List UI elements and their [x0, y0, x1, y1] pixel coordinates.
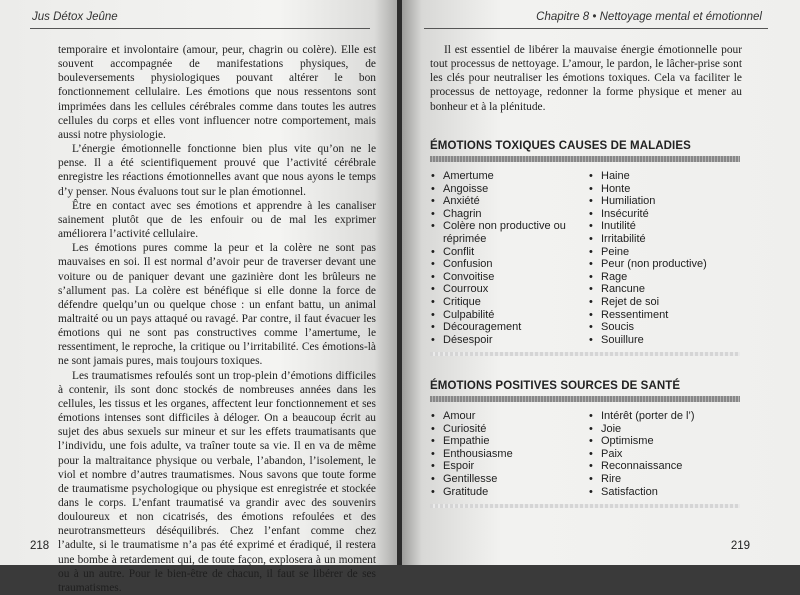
list-item — [430, 258, 588, 271]
list-item — [588, 410, 738, 423]
bullet-icon: • — [589, 245, 593, 258]
list-item — [588, 448, 738, 461]
list-item-label: Amour — [443, 410, 476, 422]
paragraph: Il est essentiel de libérer la mauvaise énergie émotionnelle pour tout processus de nettoyage. L’amour, le pardon, le lâcher-prise sont les clés pour neutraliser les émotions toxiques. Cela va faciliter le processus de nettoyage, redonner la forme physique et mener au bonheur et à la plénitude. — [430, 44, 742, 113]
bullet-icon: • — [431, 485, 435, 498]
list-item — [430, 208, 588, 221]
list-item-label: Convoitise — [443, 270, 495, 283]
bullet-icon: • — [431, 207, 435, 220]
list-item — [430, 283, 588, 296]
list-item-label: Confusion — [443, 258, 493, 271]
list-item — [430, 195, 588, 208]
list-item — [588, 334, 738, 347]
list-item-label: Insécurité — [601, 207, 649, 220]
list-item-label: Peine — [601, 245, 630, 258]
list-item — [430, 321, 588, 334]
list-item — [588, 473, 738, 486]
paragraph: Les traumatismes refoulés sont un trop-plein d’émotions difficiles à contenir, ils sont donc stockés de nombreuses années dans les cellules, les tissus et les organes, affectent leur fonctionnement et ses émotions intenses sont difficiles à déloger. On a beaucoup écrit au sujet des abus sexuels sur mineur et sur les effets traumatisants que l’individu, une fois adulte, va traîner toute sa vie. Il en va de même pour la maltraitance physique ou verbale, l’abandon, l’isolement, le viol et nombre d’autres traumatismes. Nous savons que toute forme de traumatisme psychologique ou physique est enregistrée et stockée dans le corps. L’enfant traumatisé va grandir avec des souvenirs douloureux et non cicatrisés, des émotions refoulées et des neurotransmetteurs déséquilibrés. Chez l’enfant comme chez l’adulte, si le traumatisme n’a pas été exprimé et éradiqué, il restera une bombe à retardement qui, de toute façon, explosera à un moment ou à un autre. Pour le bien-être de chacun, il faut se libérer de ses traumatismes. — [58, 369, 376, 594]
list-item — [588, 486, 738, 499]
paragraph: Les émotions pures comme la peur et la colère ne sont pas mauvaises en soi. Il est normal d’avoir peur de traverser devant une voiture ou de paniquer devant une gazinière dont les brûleurs ne s’allument pas. La colère est bénéfique si elle donne la force de défendre quelqu’un ou quelque chose : un enfant battu, un animal maltraité ou un pays attaqué ou ravagé. Par contre, il faut évacuer les émotions qui ne sont pas constructives comme l’amertume, le ressentiment, le reproche, la critique ou l’irritabilité. Ces émotions-là ne sont jamais pures, mais toujours toxiques. — [58, 242, 376, 368]
list-item-label: Soucis — [601, 321, 635, 334]
bullet-icon: • — [589, 170, 593, 182]
list-item — [588, 309, 738, 322]
title-bar — [430, 396, 740, 402]
positive-emotions-box — [430, 380, 740, 508]
bullet-icon: • — [589, 321, 593, 334]
emotion-columns — [430, 410, 740, 498]
list-item — [588, 258, 738, 271]
bullet-icon: • — [431, 295, 435, 308]
list-item-label: Reconnaissance — [601, 460, 683, 473]
right-page — [402, 0, 800, 565]
list-item — [430, 170, 588, 183]
list-item — [588, 208, 738, 221]
list-item — [588, 435, 738, 448]
list-item — [588, 423, 738, 436]
list-item-label: Curiosité — [443, 422, 487, 435]
bullet-icon: • — [589, 485, 593, 498]
list-item — [430, 423, 588, 436]
list-item — [430, 271, 588, 284]
emotion-columns — [430, 170, 740, 346]
bullet-icon: • — [431, 270, 435, 283]
list-item-label: Joie — [601, 422, 622, 435]
list-item-label: Irritabilité — [601, 232, 646, 245]
bullet-icon: • — [431, 321, 435, 334]
list-item-label: Paix — [601, 447, 623, 460]
left-page — [0, 0, 398, 594]
right-intro-text — [430, 43, 742, 114]
bullet-icon: • — [431, 460, 435, 473]
list-item — [430, 448, 588, 461]
list-item-label: Intérêt (porter de l’) — [601, 410, 695, 422]
emotion-list-col2 — [588, 410, 738, 498]
list-item — [588, 271, 738, 284]
bullet-icon: • — [431, 283, 435, 296]
list-item-label: Culpabilité — [443, 308, 495, 321]
box-title: ÉMOTIONS POSITIVES SOURCES DE SANTÉ — [430, 380, 681, 392]
bullet-icon: • — [589, 283, 593, 296]
bullet-icon: • — [589, 195, 593, 208]
bullet-icon: • — [431, 170, 435, 182]
list-item — [588, 183, 738, 196]
list-item — [430, 460, 588, 473]
bullet-icon: • — [589, 207, 593, 220]
toxic-emotions-box — [430, 140, 740, 356]
list-item-label: Colère non productive ou réprimée — [443, 220, 566, 245]
list-item-label: Rage — [601, 270, 628, 283]
page-number-right: 219 — [730, 540, 750, 552]
bullet-icon: • — [589, 422, 593, 435]
list-item-label: Angoisse — [443, 182, 489, 195]
list-item — [430, 410, 588, 423]
bullet-icon: • — [589, 182, 593, 195]
list-item-label: Découragement — [443, 321, 522, 334]
bullet-icon: • — [431, 435, 435, 448]
bullet-icon: • — [431, 447, 435, 460]
header-rule-right — [424, 28, 768, 29]
list-item — [588, 246, 738, 259]
bullet-icon: • — [589, 472, 593, 485]
list-item-label: Haine — [601, 170, 630, 182]
title-bar — [430, 156, 740, 162]
bullet-icon: • — [589, 333, 593, 346]
list-item-label: Courroux — [443, 283, 489, 296]
bullet-icon: • — [431, 308, 435, 321]
list-item-label: Désespoir — [443, 333, 493, 346]
list-item — [430, 486, 588, 499]
list-item — [430, 309, 588, 322]
list-item-label: Souillure — [601, 333, 644, 346]
list-item — [430, 473, 588, 486]
list-item — [588, 195, 738, 208]
list-item — [588, 283, 738, 296]
box-bottom-rule — [430, 504, 740, 508]
list-item-label: Gentillesse — [443, 472, 498, 485]
bullet-icon: • — [589, 435, 593, 448]
list-item-label: Rire — [601, 472, 622, 485]
list-item-label: Rejet de soi — [601, 295, 660, 308]
list-item-label: Humiliation — [601, 195, 656, 208]
bullet-icon: • — [431, 333, 435, 346]
list-item-label: Enthousiasme — [443, 447, 513, 460]
bullet-icon: • — [589, 308, 593, 321]
list-item-label: Honte — [601, 182, 631, 195]
list-item-label: Chagrin — [443, 207, 482, 220]
list-item-label: Gratitude — [443, 485, 489, 498]
paragraph: L’énergie émotionnelle fonctionne bien plus vite qu’on ne le pense. Il a été scientifiquement prouvé que l’activité cérébrale enregistre les réactions émotionnelles avant que nous ayons le temps d’y penser. Nous évaluons tout sur le plan émotionnel. — [58, 143, 376, 198]
list-item — [430, 296, 588, 309]
bullet-icon: • — [589, 410, 593, 422]
bullet-icon: • — [589, 295, 593, 308]
bullet-icon: • — [431, 472, 435, 485]
list-item — [430, 246, 588, 259]
list-item-label: Anxiété — [443, 195, 480, 208]
list-item — [430, 435, 588, 448]
bullet-icon: • — [431, 220, 435, 233]
bullet-icon: • — [431, 245, 435, 258]
list-item-label: Amertume — [443, 170, 494, 182]
list-item-label: Empathie — [443, 435, 490, 448]
list-item — [588, 460, 738, 473]
list-item-label: Optimisme — [601, 435, 654, 448]
list-item-label: Ressentiment — [601, 308, 669, 321]
list-item — [588, 170, 738, 183]
header-rule-left — [30, 28, 370, 29]
emotion-list-col2 — [588, 170, 738, 346]
running-head-right: Chapitre 8 • Nettoyage mental et émotionnel — [536, 11, 762, 23]
bullet-icon: • — [431, 195, 435, 208]
list-item-label: Peur (non productive) — [601, 258, 707, 271]
list-item-label: Rancune — [601, 283, 646, 296]
page-number-left: 218 — [30, 540, 50, 552]
list-item — [430, 334, 588, 347]
paragraph: temporaire et involontaire (amour, peur, chagrin ou colère). Elle est souvent accompagnée de manifestations physiques, de bouleversements physiologiques pouvant altérer le bon fonctionnement cellulaire. Les émotions que nous ressentons sont imprimées dans les cellules cérébrales comme dans toutes les autres cellules du corps et elles vont influencer notre comportement, mais aussi notre physiologie. — [58, 44, 376, 141]
bullet-icon: • — [431, 258, 435, 271]
box-bottom-rule — [430, 352, 740, 356]
running-head-left: Jus Détox Jeûne — [32, 11, 118, 23]
list-item — [588, 233, 738, 246]
list-item-label: Conflit — [443, 245, 475, 258]
bullet-icon: • — [589, 220, 593, 233]
bullet-icon: • — [589, 270, 593, 283]
list-item — [430, 220, 588, 245]
box-title: ÉMOTIONS TOXIQUES CAUSES DE MALADIES — [430, 140, 691, 152]
paragraph: Être en contact avec ses émotions et apprendre à les canaliser sainement plutôt que de les enfouir ou de mal les exprimer améliorera l’activité cellulaire. — [58, 199, 376, 241]
list-item — [430, 183, 588, 196]
bullet-icon: • — [589, 460, 593, 473]
list-item — [588, 296, 738, 309]
bullet-icon: • — [431, 410, 435, 422]
list-item — [588, 321, 738, 334]
emotion-list-col1 — [430, 170, 588, 346]
bullet-icon: • — [589, 258, 593, 271]
left-body-text — [58, 43, 376, 595]
bullet-icon: • — [589, 232, 593, 245]
bullet-icon: • — [589, 447, 593, 460]
bullet-icon: • — [431, 182, 435, 195]
list-item-label: Satisfaction — [601, 485, 658, 498]
emotion-list-col1 — [430, 410, 588, 498]
list-item — [588, 220, 738, 233]
list-item-label: Critique — [443, 295, 481, 308]
list-item-label: Inutilité — [601, 220, 636, 233]
bullet-icon: • — [431, 422, 435, 435]
list-item-label: Espoir — [443, 460, 475, 473]
